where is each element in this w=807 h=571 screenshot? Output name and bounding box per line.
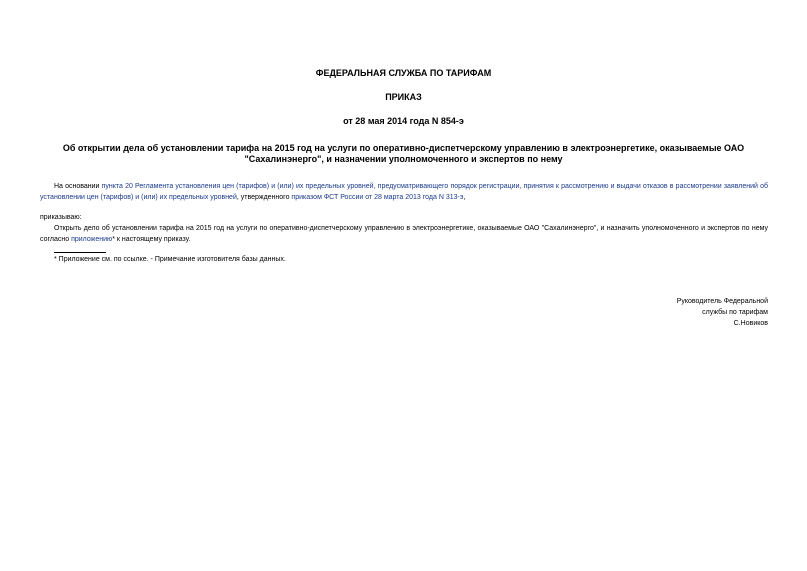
document-title-line-2: "Сахалинэнерго", и назначении уполномоченного и экспертов по нему [244,154,563,164]
document-type: ПРИКАЗ [385,92,422,102]
order-text: Открыть дело об установлении тарифа на 2015 год на услуги по оперативно-диспетчерскому управлению в электроэнергетике, оказываемые ОАО "Сахалинэнерго", и назначить уполномоченного и экспертов по нему согласно [40,225,768,243]
regulation-link[interactable]: пункта 20 Регламента установления цен (тарифов) и (или) их предельных уровней, предусматривающего порядок регистрации, принятия к рассмотрению и выдачи отказов в рассмотрении заявлений об установлении цен (тарифов) и (или) их предельных уровней [40,183,768,201]
document-title-line-1: Об открытии дела об установлении тарифа на 2015 год на услуги по оперативно-диспетчерскому управлению в электроэнергетике, оказываемые ОАО [62,143,745,153]
agency-name: ФЕДЕРАЛЬНАЯ СЛУЖБА ПО ТАРИФАМ [315,68,492,78]
appendix-link[interactable]: приложению [71,235,113,243]
signature-name: С.Новиков [733,320,768,327]
order-text-end: * к настоящему приказу. [112,235,191,243]
basis-paragraph [40,182,768,203]
order-fst-link[interactable]: приказом ФСТ России от 28 марта 2013 года N 313-э [291,193,464,201]
signature-block [677,296,768,329]
basis-prefix: На основании [54,183,102,190]
footnote-divider [54,252,106,253]
signature-position-line-1: Руководитель Федеральной [676,298,768,305]
basis-suffix: , [463,193,466,201]
footnote-text: * Приложение см. по ссылке. - Примечание изготовителя базы данных. [54,256,286,263]
signature-position-line-2: службы по тарифам [702,309,768,316]
document-date-number: от 28 мая 2014 года N 854-э [343,116,464,126]
basis-mid: , утвержденного [236,193,292,201]
order-label: приказываю: [40,214,82,221]
document-title [40,143,767,165]
order-paragraph [40,224,768,245]
